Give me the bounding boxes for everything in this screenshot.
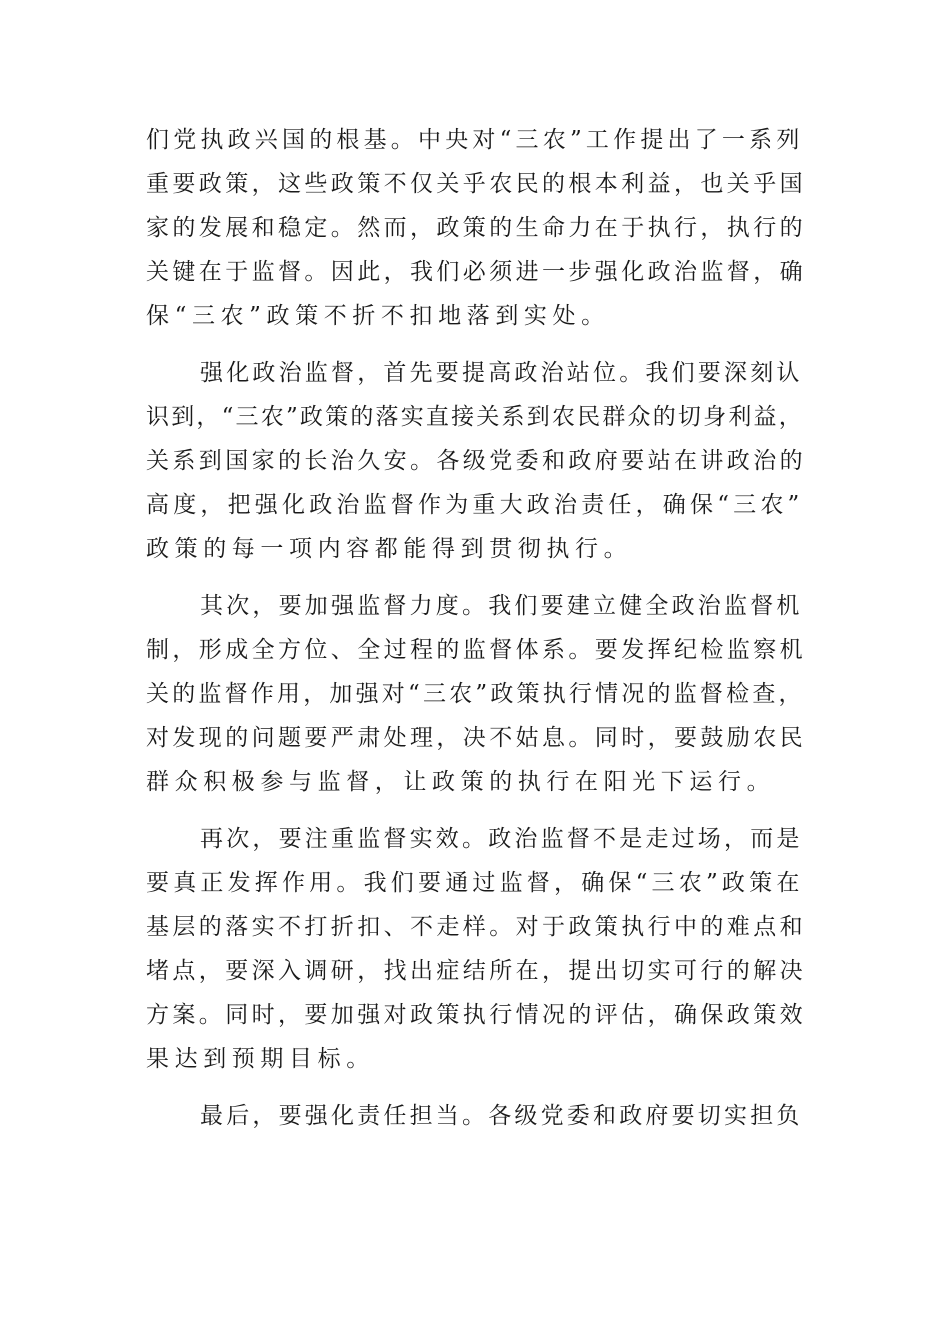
text-line: 强化政治监督，首先要提高政治站位。我们要深刻认 xyxy=(200,360,803,386)
text-line: 重要政策，这些政策不仅关乎农民的根本利益，也关乎国 xyxy=(146,171,806,197)
text-line: 再次，要注重监督实效。政治监督不是走过场，而是 xyxy=(200,826,803,852)
paragraph-political-standing xyxy=(146,351,806,571)
text-line: 对发现的问题要严肃处理，决不姑息。同时，要鼓励农民 xyxy=(146,725,806,751)
text-line: 果达到预期目标。 xyxy=(146,1046,375,1072)
text-line: 基层的落实不打折扣、不走样。对于政策执行中的难点和 xyxy=(146,914,806,940)
document-body xyxy=(146,118,806,1151)
paragraph-supervision-strength xyxy=(146,584,806,804)
text-line: 关系到国家的长治久安。各级党委和政府要站在讲政治的 xyxy=(146,448,806,474)
paragraph-continued xyxy=(146,118,806,338)
text-line: 们党执政兴国的根基。中央对“三农”工作提出了一系列 xyxy=(146,127,804,153)
text-line: 关键在于监督。因此，我们必须进一步强化政治监督，确 xyxy=(146,259,806,285)
text-line: 高度，把强化政治监督作为重大政治责任，确保“三农” xyxy=(146,492,804,518)
text-line: 堵点，要深入调研，找出症结所在，提出切实可行的解决 xyxy=(146,958,806,984)
text-line: 政策的每一项内容都能得到贯彻执行。 xyxy=(146,536,633,562)
text-line: 识到，“三农”政策的落实直接关系到农民群众的切身利益， xyxy=(146,404,804,430)
text-line: 保“三农”政策不折不扣地落到实处。 xyxy=(146,303,610,329)
text-line: 其次，要加强监督力度。我们要建立健全政治监督机 xyxy=(200,593,803,619)
text-line: 要真正发挥作用。我们要通过监督，确保“三农”政策在 xyxy=(146,870,804,896)
text-line: 制，形成全方位、全过程的监督体系。要发挥纪检监察机 xyxy=(146,637,806,663)
text-line: 方案。同时，要加强对政策执行情况的评估，确保政策效 xyxy=(146,1002,806,1028)
paragraph-responsibility xyxy=(146,1094,806,1138)
text-line: 群众积极参与监督，让政策的执行在阳光下运行。 xyxy=(146,769,776,795)
text-line: 关的监督作用，加强对“三农”政策执行情况的监督检查， xyxy=(146,681,805,707)
paragraph-supervision-effect xyxy=(146,817,806,1081)
text-line: 最后，要强化责任担当。各级党委和政府要切实担负 xyxy=(200,1103,803,1129)
text-line: 家的发展和稳定。然而，政策的生命力在于执行，执行的 xyxy=(146,215,806,241)
